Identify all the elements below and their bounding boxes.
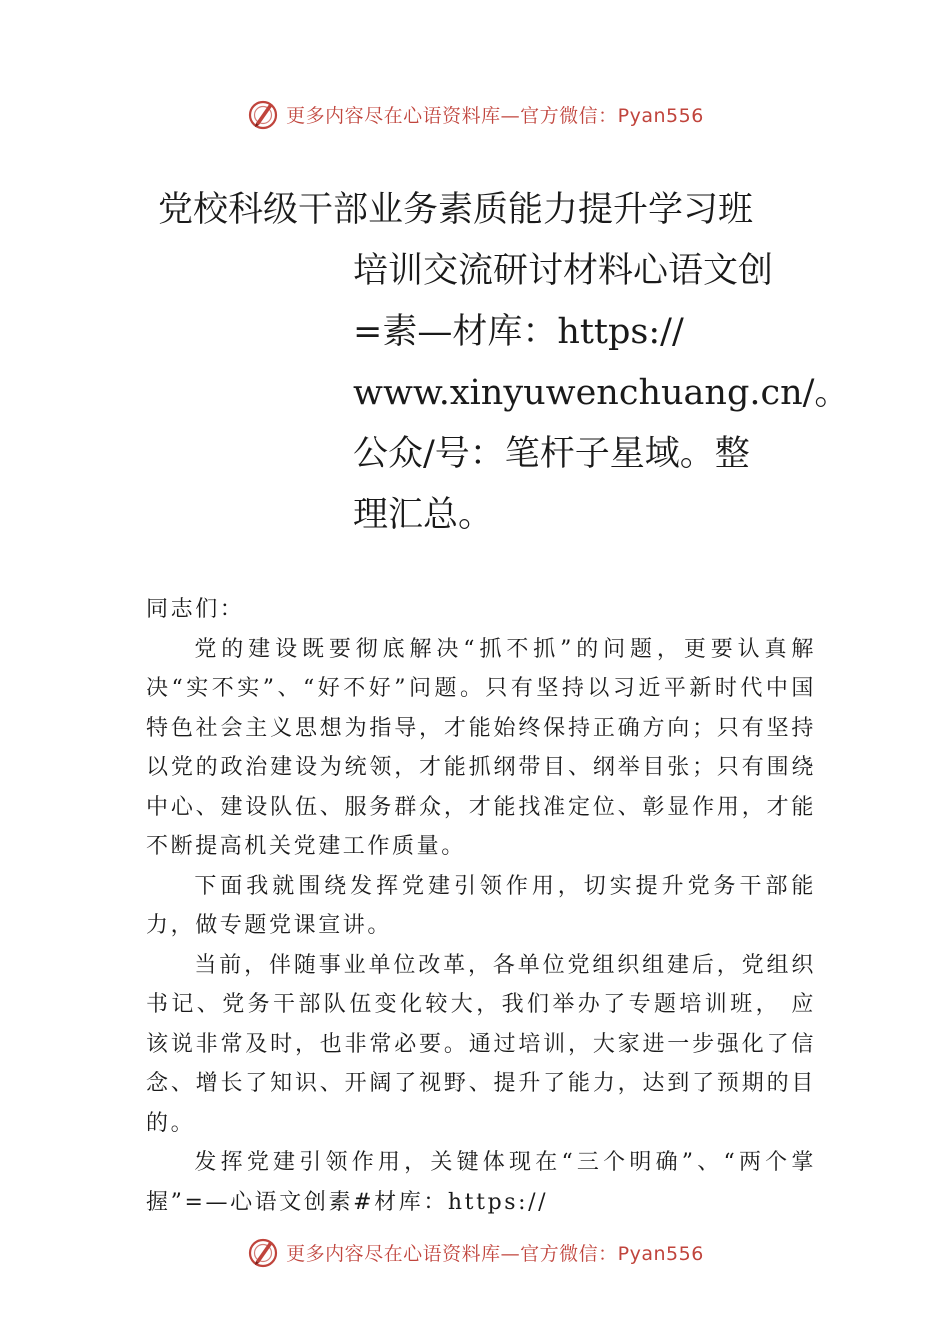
footer-wechat-id: Pyan556: [617, 1242, 704, 1265]
title-line-1: 党校科级干部业务素质能力提升学习班: [158, 190, 754, 230]
header-wechat-id: Pyan556: [617, 104, 704, 127]
body-paragraph-3: 当前，伴随事业单位改革，各单位党组织组建后，党组织书记、党务干部队伍变化较大，我们举办了专题培训班， 应该说非常及时，也非常必要。通过培训，大家进一步强化了信念、增长了知识、开阔了视野、提升了能力，达到了预期的目的。: [146, 952, 816, 1136]
document-body: [146, 590, 816, 1222]
body-paragraph-2: 下面我就围绕发挥党建引领作用，切实提升党务干部能力，做专题党课宣讲。: [146, 873, 816, 938]
body-paragraph-1: 党的建设既要彻底解决“抓不抓”的问题，更要认真解决“实不实”、“好不好”问题。只有坚持以习近平新时代中国特色社会主义思想为指导，才能始终保持正确方向；只有坚持以党的政治建设为统领，才能抓纲带目、纲举目张；只有围绕中心、建设队伍、服务群众，才能找准定位、彰显作用，才能不断提高机关党建工作质量。: [146, 636, 816, 859]
pen-circle-icon: [246, 97, 280, 131]
title-line-4: www.xinyuwenchuang.cn/。: [353, 373, 850, 413]
pen-circle-icon: [246, 1235, 280, 1269]
salutation: 同志们：: [146, 597, 245, 622]
body-paragraph-4: 发挥党建引领作用，关键体现在“三个明确”、“两个掌握”=—心语文创素#材库：https://: [146, 1150, 816, 1215]
title-line-3: =素—材库：https://: [353, 312, 684, 352]
footer-banner-text: 更多内容尽在心语资料库—官方微信：Pyan556: [286, 1242, 704, 1265]
title-line-6: 理汇总。: [353, 495, 494, 535]
document-title: [158, 180, 858, 546]
title-line-2: 培训交流研讨材料心语文创: [353, 251, 774, 291]
footer-banner: [0, 1232, 950, 1272]
title-line-5: 公众/号：笔杆子星域。整: [353, 434, 750, 474]
header-banner: [0, 94, 950, 134]
header-banner-text: 更多内容尽在心语资料库—官方微信：Pyan556: [286, 104, 704, 127]
